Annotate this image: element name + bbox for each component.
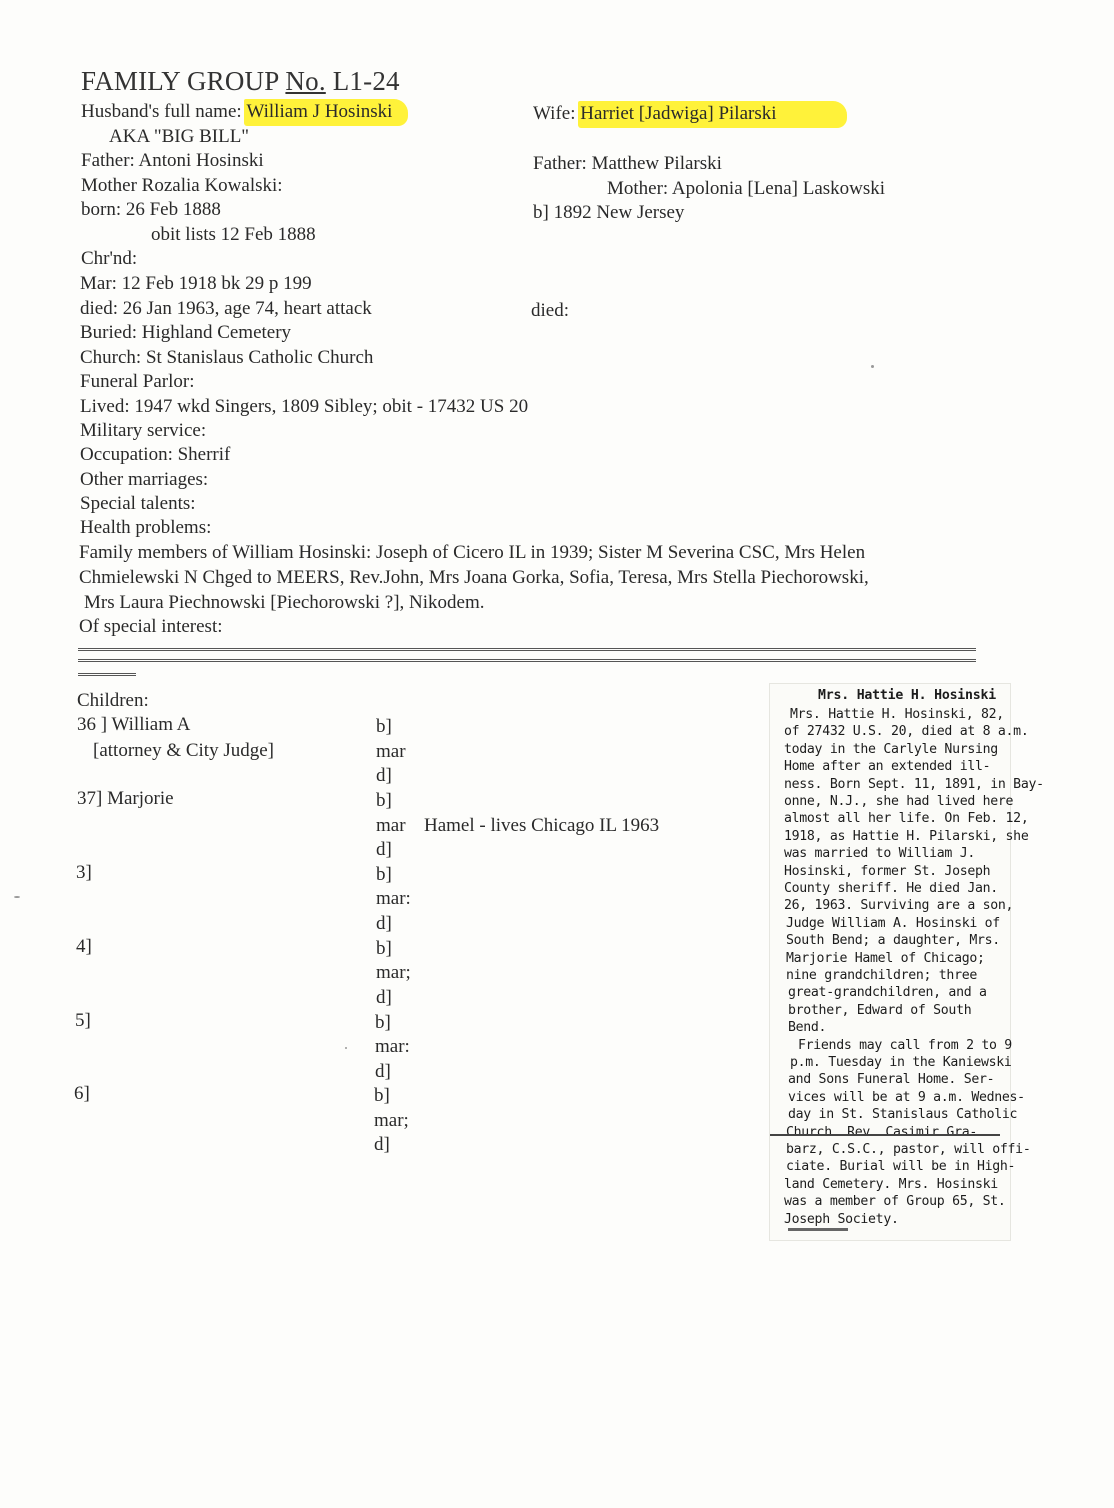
child-died: d] [376,913,392,934]
page-title [81,66,400,96]
child-number-name: 36 ] William A [77,714,191,735]
obituary-line: County sheriff. He died Jan. [784,881,998,896]
obituary-line: vices will be at 9 a.m. Wednes- [788,1089,1025,1105]
obituary-line: Joseph Society. [784,1211,899,1227]
husband-health: Health problems: [80,517,212,538]
wife-born: b] 1892 New Jersey [533,202,685,223]
child-number-name: 6] [74,1083,90,1104]
clipping-bottom-mark [788,1228,848,1237]
obituary-line: and Sons Funeral Home. Ser- [788,1072,995,1088]
obituary-line: barz, C.S.C., pastor, will offi- [786,1142,1031,1157]
child-married: mar [376,741,406,762]
child-born: b] [375,1012,391,1033]
child-died: d] [376,765,392,786]
child-married: mar: [375,1036,410,1057]
child-married: mar: [376,888,411,909]
child-died: d] [376,839,392,860]
obituary-line: Judge William A. Hosinski of [786,915,1000,931]
husband-mother: Mother Rozalia Kowalski: [81,175,283,196]
husband-special-talents: Special talents: [80,493,196,514]
title-prefix: FAMILY GROUP [81,66,286,96]
obituary-line: Marjorie Hamel of Chicago; [786,950,985,966]
husband-funeral-parlor: Funeral Parlor: [80,371,195,392]
child-number-name: 3] [76,862,92,883]
obituary-line: 26, 1963. Surviving are a son, [784,898,1014,914]
title-no: No. [285,66,326,96]
obituary-clipping [770,684,1044,1240]
obituary-headline: Mrs. Hattie H. Hosinski [818,688,997,703]
scan-speck [345,1047,347,1049]
wife-name-line [533,103,847,125]
child-died: d] [376,987,392,1008]
husband-other-marriages: Other marriages: [80,469,209,490]
obituary-line: Hosinski, former St. Joseph [784,863,991,879]
husband-military: Military service: [80,420,207,441]
child-number-name: 4] [76,936,92,957]
child-number-name: 5] [75,1010,91,1031]
child-died: d] [374,1134,390,1155]
obituary-line: was married to William J. [784,846,975,862]
obituary-line: brother, Edward of South [788,1002,972,1018]
child-married: mar; [374,1110,409,1131]
separator-rule [78,648,976,662]
family-members-line-3: Mrs Laura Piechnowski [Piechorowski ?], Nikodem. [84,592,485,613]
wife-died: died: [531,300,569,321]
obituary-line: Friends may call from 2 to 9 [798,1037,1012,1053]
child-marriage-note: Hamel - lives Chicago IL 1963 [424,815,660,836]
husband-christened: Chr'nd: [81,248,138,269]
wife-mother: Mother: Apolonia [Lena] Laskowski [607,178,886,199]
obituary-line: ness. Born Sept. 11, 1891, in Bay- [784,776,1044,792]
wife-father: Father: Matthew Pilarski [533,153,722,174]
husband-married: Mar: 12 Feb 1918 bk 29 p 199 [80,273,312,294]
husband-occupation: Occupation: Sherrif [80,444,231,465]
husband-born: born: 26 Feb 1888 [81,199,221,220]
husband-church: Church: St Stanislaus Catholic Church [80,347,374,368]
obituary-line: onne, N.J., she had lived here [784,794,1014,809]
obituary-line: South Bend; a daughter, Mrs. [786,933,1000,949]
husband-buried: Buried: Highland Cemetery [80,322,292,343]
clipping-cut-line [770,1134,1000,1136]
child-born: b] [376,790,392,811]
obituary-line: day in St. Stanislaus Catholic [788,1107,1018,1123]
husband-father: Father: Antoni Hosinski [81,150,264,171]
obituary-line: Bend. [788,1020,827,1036]
husband-name-label: Husband's full name: [81,101,242,122]
scan-speck [871,365,874,368]
child-born: b] [374,1085,390,1106]
obituary-line: ciate. Burial will be in High- [786,1159,1016,1175]
child-note: [attorney & City Judge] [93,740,274,761]
obituary-line: 1918, as Hattie H. Pilarski, she [784,828,1029,844]
husband-lived: Lived: 1947 wkd Singers, 1809 Sibley; obit - 17432 US 20 [80,396,529,417]
family-members-line-1: Family members of William Hosinski: Joseph of Cicero IL in 1939; Sister M Severina CSC, Mrs Helen [79,542,866,563]
husband-died: died: 26 Jan 1963, age 74, heart attack [80,298,372,319]
obituary-line: Church. Rev. Casimir Gra- [786,1124,977,1140]
obituary-line: almost all her life. On Feb. 12, [784,811,1029,827]
husband-aka: AKA "BIG BILL" [109,126,250,147]
wife-name-highlight: Harriet [Jadwiga] Pilarski [578,101,846,128]
children-heading: Children: [77,690,149,711]
child-married: mar [376,815,406,836]
obituary-line: Home after an extended ill- [784,759,991,775]
husband-name-highlight: William J Hosinski [244,99,408,126]
obituary-line: great-grandchildren, and a [788,985,987,1001]
obituary-line: nine grandchildren; three [786,968,977,983]
child-born: b] [376,938,392,959]
child-born: b] [376,864,392,885]
title-id: L1-24 [325,66,400,96]
wife-name-label: Wife: [533,103,576,124]
separator-rule-tail [78,673,136,678]
obituary-line: was a member of Group 65, St. [784,1194,1006,1210]
obituary-line: land Cemetery. Mrs. Hosinski [784,1176,998,1192]
husband-name-line [81,101,408,123]
scan-speck [14,896,20,898]
obituary-line: today in the Carlyle Nursing [784,741,998,757]
child-married: mar; [376,962,411,983]
husband-obit-note: obit lists 12 Feb 1888 [151,224,316,245]
obituary-line: Mrs. Hattie H. Hosinski, 82, [790,707,1004,722]
obituary-line: of 27432 U.S. 20, died at 8 a.m. [784,724,1029,740]
obituary-line: p.m. Tuesday in the Kaniewski [790,1055,1012,1070]
child-born: b] [376,716,392,737]
family-members-line-2: Chmielewski N Chged to MEERS, Rev.John, Mrs Joana Gorka, Sofia, Teresa, Mrs Stella Piechorowski, [79,567,869,588]
child-number-name: 37] Marjorie [77,788,174,809]
child-died: d] [375,1061,391,1082]
special-interest: Of special interest: [79,616,223,637]
